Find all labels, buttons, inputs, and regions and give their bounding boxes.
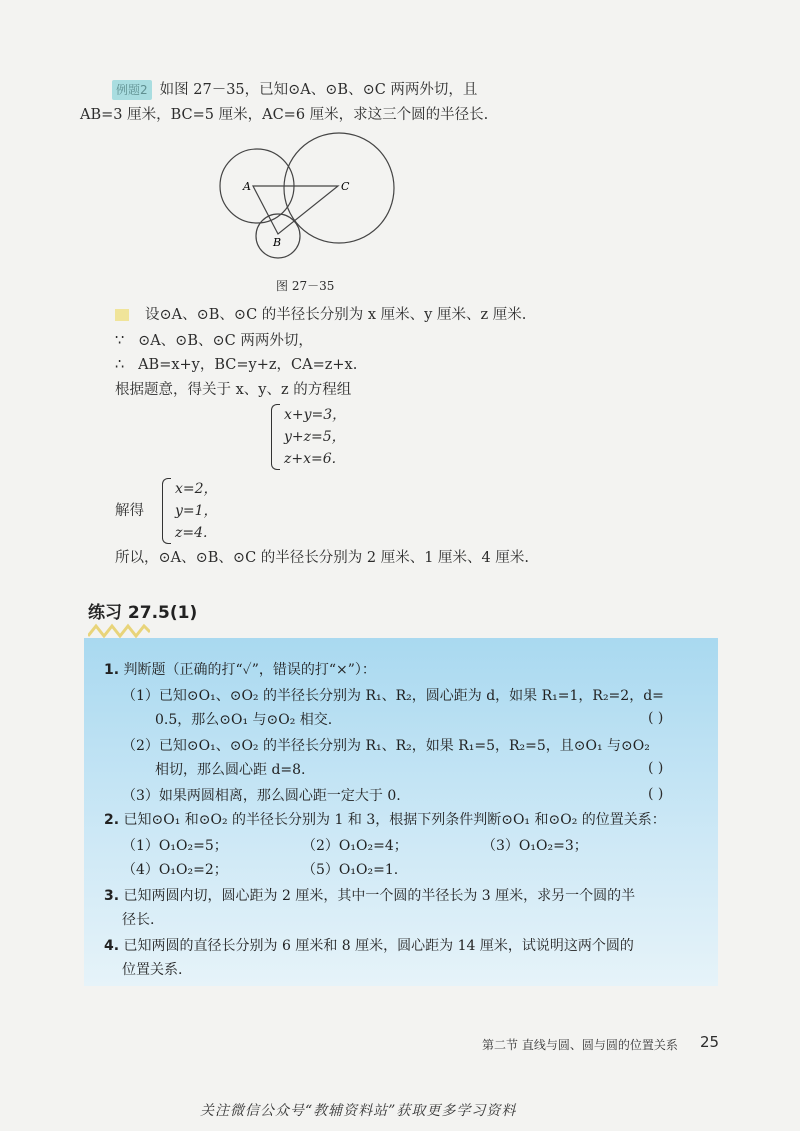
q4-text-a: 已知两圆的直径长分别为 6 厘米和 8 厘米，圆心距为 14 厘米，试说明这两个圆的 bbox=[123, 938, 634, 954]
example-line-2: AB=3 厘米，BC=5 厘米，AC=6 厘米，求这三个圆的半径长. bbox=[80, 107, 489, 123]
conclusion: 所以，⊙A、⊙B、⊙C 的半径长分别为 2 厘米、1 厘米、4 厘米. bbox=[115, 550, 529, 566]
equation-2: y+z=5， bbox=[284, 429, 346, 445]
q3-number: 3. bbox=[104, 888, 120, 904]
q3 bbox=[104, 886, 635, 906]
q1-3-answer-blank[interactable]: ( ) bbox=[648, 786, 664, 802]
result-y: y=1， bbox=[175, 503, 218, 519]
equation-3: z+x=6. bbox=[284, 451, 337, 467]
q3-text-a: 已知两圆内切，圆心距为 2 厘米，其中一个圆的半径长为 3 厘米，求另一个圆的半 bbox=[123, 888, 636, 904]
solve-label: 解得 bbox=[115, 503, 144, 519]
q1-number: 1. bbox=[104, 662, 120, 678]
circles-figure bbox=[210, 130, 410, 270]
q1-3-line: （3）如果两圆相离，那么圆心距一定大于 0. bbox=[122, 788, 401, 804]
q2-option-2: （2）O₁O₂=4； bbox=[302, 838, 408, 854]
q1-1-line-a: （1）已知⊙O₁、⊙O₂ 的半径长分别为 R₁、R₂，圆心距为 d，如果 R₁=1，R₂=2，d= bbox=[122, 688, 664, 704]
solution-intro: 设⊙A、⊙B、⊙C 的半径长分别为 x 厘米、y 厘米、z 厘米. bbox=[145, 307, 527, 323]
q1-2-answer-blank[interactable]: ( ) bbox=[648, 760, 664, 776]
label-c: C bbox=[341, 180, 350, 193]
solution-marker bbox=[115, 309, 129, 321]
therefore-symbol: ∴ bbox=[115, 357, 125, 373]
therefore-line bbox=[115, 355, 357, 375]
therefore-text: AB=x+y，BC=y+z，CA=z+x. bbox=[138, 357, 358, 373]
example-line-1: 如图 27－35，已知⊙A、⊙B、⊙C 两两外切，且 bbox=[159, 82, 478, 98]
q2-option-3: （3）O₁O₂=3； bbox=[482, 838, 588, 854]
running-footer-section: 第二节 直线与圆、圆与圆的位置关系 bbox=[482, 1038, 678, 1052]
q2-option-5: （5）O₁O₂=1. bbox=[302, 862, 399, 878]
circle-c bbox=[284, 133, 394, 243]
q1-2-line-b: 相切，那么圆心距 d=8. bbox=[155, 762, 306, 778]
result-system bbox=[162, 478, 218, 544]
result-x: x=2， bbox=[175, 481, 218, 497]
bottom-note: 关注微信公众号“教辅资料站”获取更多学习资料 bbox=[200, 1103, 517, 1119]
q2-number: 2. bbox=[104, 812, 120, 828]
exercise-title: 练习 27.5(1) bbox=[88, 603, 198, 623]
q3-text-b: 径长. bbox=[122, 912, 155, 928]
label-a: A bbox=[243, 180, 251, 193]
system-intro: 根据题意，得关于 x、y、z 的方程组 bbox=[115, 382, 352, 398]
q4 bbox=[104, 936, 634, 956]
q2-option-1: （1）O₁O₂=5； bbox=[122, 838, 228, 854]
q4-number: 4. bbox=[104, 938, 120, 954]
result-z: z=4. bbox=[175, 525, 208, 541]
triangle-abc bbox=[253, 186, 338, 234]
equation-1: x+y=3， bbox=[284, 407, 347, 423]
equation-system bbox=[271, 404, 346, 470]
q2-text: 已知⊙O₁ 和⊙O₂ 的半径长分别为 1 和 3，根据下列条件判断⊙O₁ 和⊙O₂ 的位置关系： bbox=[123, 812, 666, 828]
label-b: B bbox=[273, 236, 282, 249]
example-header bbox=[112, 80, 477, 100]
solution-line-1 bbox=[115, 305, 526, 325]
system-brace bbox=[271, 404, 280, 470]
q1-1-line-b: 0.5，那么⊙O₁ 与⊙O₂ 相交. bbox=[155, 712, 333, 728]
zigzag-decoration-icon bbox=[88, 622, 150, 638]
page-number: 25 bbox=[700, 1033, 720, 1051]
example-tag: 例题2 bbox=[112, 80, 152, 100]
because-symbol: ∵ bbox=[115, 333, 125, 349]
because-line bbox=[115, 331, 313, 351]
because-text: ⊙A、⊙B、⊙C 两两外切， bbox=[138, 333, 313, 349]
q1 bbox=[104, 660, 376, 680]
result-brace bbox=[162, 478, 171, 544]
q1-2-line-a: （2）已知⊙O₁、⊙O₂ 的半径长分别为 R₁、R₂，如果 R₁=5，R₂=5，且⊙O₁ 与⊙O₂ bbox=[122, 738, 650, 754]
q2 bbox=[104, 810, 666, 830]
q2-option-4: （4）O₁O₂=2； bbox=[122, 862, 228, 878]
q1-1-answer-blank[interactable]: ( ) bbox=[648, 710, 664, 726]
figure-caption: 图 27－35 bbox=[276, 279, 335, 293]
q1-text: 判断题（正确的打“✓”，错误的打“×”）： bbox=[123, 662, 376, 678]
q4-text-b: 位置关系. bbox=[122, 962, 183, 978]
